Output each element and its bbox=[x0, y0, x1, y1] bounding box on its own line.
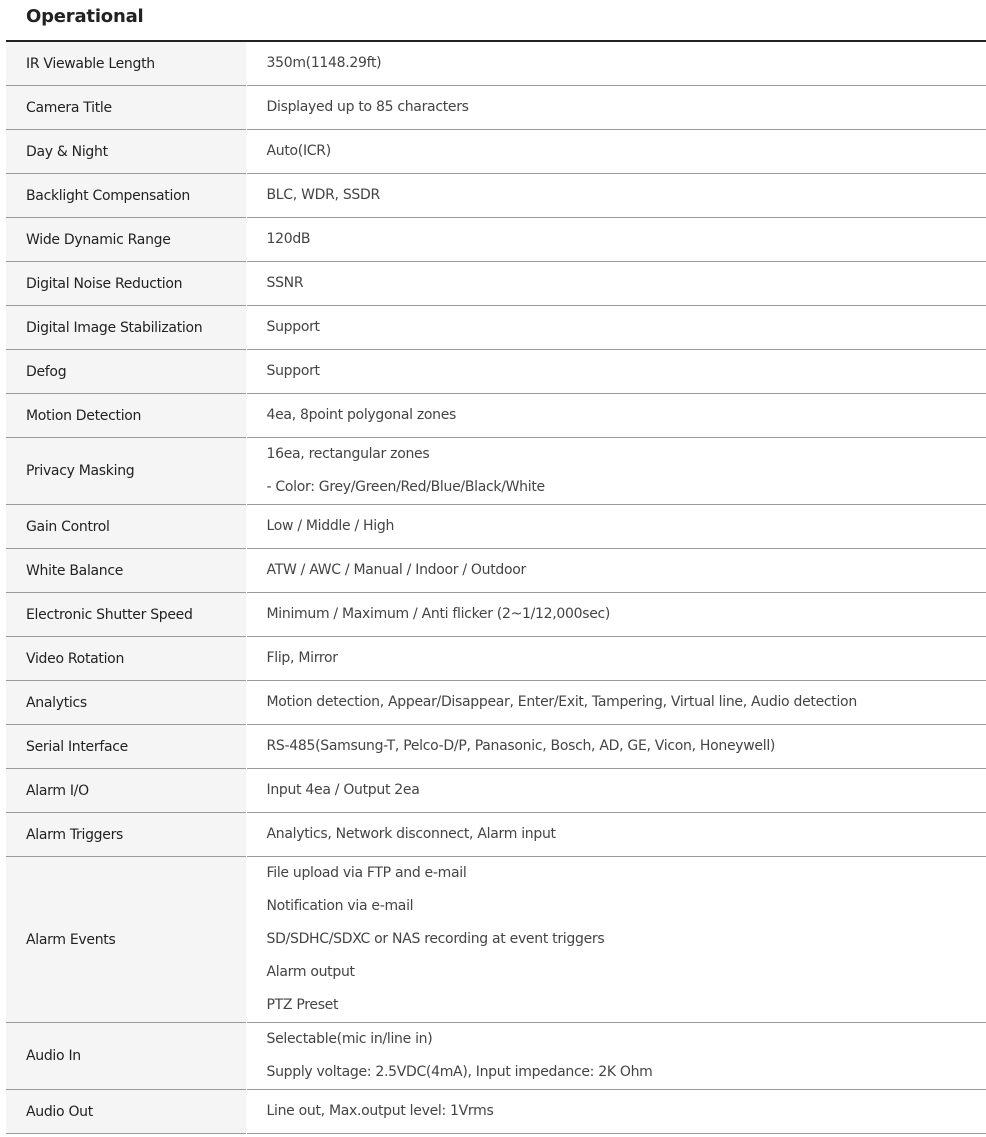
spec-label: Audio In bbox=[6, 1023, 246, 1090]
spec-label: Camera Title bbox=[6, 86, 246, 130]
spec-row-white-balance bbox=[6, 549, 986, 593]
section-title: Operational bbox=[26, 6, 144, 27]
spec-value-line: Input 4ea / Output 2ea bbox=[266, 782, 420, 798]
spec-value bbox=[246, 218, 986, 262]
spec-value bbox=[246, 725, 986, 769]
spec-value bbox=[246, 681, 986, 725]
spec-value-line: Selectable(mic in/line in) bbox=[266, 1031, 433, 1047]
spec-row-serial-interface bbox=[6, 725, 986, 769]
spec-value-line: Line out, Max.output level: 1Vrms bbox=[266, 1103, 494, 1119]
spec-value-line: File upload via FTP and e-mail bbox=[266, 865, 467, 881]
spec-value-line: ATW / AWC / Manual / Indoor / Outdoor bbox=[266, 562, 526, 578]
spec-row-wide-dynamic-range bbox=[6, 218, 986, 262]
spec-value-line: Low / Middle / High bbox=[266, 518, 395, 534]
spec-label: Motion Detection bbox=[6, 394, 246, 438]
spec-label: Audio Out bbox=[6, 1090, 246, 1134]
spec-value bbox=[246, 174, 986, 218]
spec-value bbox=[246, 438, 986, 505]
spec-row-defog bbox=[6, 350, 986, 394]
spec-value bbox=[246, 86, 986, 130]
spec-label: Gain Control bbox=[6, 505, 246, 549]
spec-row-electronic-shutter-speed bbox=[6, 593, 986, 637]
spec-label: IR Viewable Length bbox=[6, 41, 246, 86]
spec-value-line: Displayed up to 85 characters bbox=[266, 99, 469, 115]
spec-value bbox=[246, 350, 986, 394]
spec-value-line: Analytics, Network disconnect, Alarm input bbox=[266, 826, 556, 842]
spec-value bbox=[246, 549, 986, 593]
spec-value-line: Support bbox=[266, 363, 320, 379]
spec-label: Digital Image Stabilization bbox=[6, 306, 246, 350]
spec-value-line: SSNR bbox=[266, 275, 304, 291]
spec-row-day-night bbox=[6, 130, 986, 174]
spec-value-line: 350m(1148.29ft) bbox=[266, 55, 382, 71]
spec-label: White Balance bbox=[6, 549, 246, 593]
spec-value bbox=[246, 813, 986, 857]
spec-value-line: Supply voltage: 2.5VDC(4mA), Input impedance: 2K Ohm bbox=[266, 1064, 653, 1080]
spec-value bbox=[246, 130, 986, 174]
spec-value bbox=[246, 1090, 986, 1134]
spec-label: Defog bbox=[6, 350, 246, 394]
spec-row-digital-image-stabilization bbox=[6, 306, 986, 350]
spec-label: Serial Interface bbox=[6, 725, 246, 769]
spec-value-line: Motion detection, Appear/Disappear, Enter/Exit, Tampering, Virtual line, Audio detection bbox=[266, 694, 857, 710]
spec-row-camera-title bbox=[6, 86, 986, 130]
spec-value-line: PTZ Preset bbox=[266, 997, 339, 1013]
spec-row-gain-control bbox=[6, 505, 986, 549]
spec-row-motion-detection bbox=[6, 394, 986, 438]
spec-row-alarm-events bbox=[6, 857, 986, 1023]
spec-row-analytics bbox=[6, 681, 986, 725]
spec-label: Wide Dynamic Range bbox=[6, 218, 246, 262]
spec-value bbox=[246, 857, 986, 1023]
spec-value bbox=[246, 505, 986, 549]
spec-row-backlight-compensation bbox=[6, 174, 986, 218]
spec-value-line: SD/SDHC/SDXC or NAS recording at event triggers bbox=[266, 931, 605, 947]
spec-value-line: Minimum / Maximum / Anti flicker (2~1/12,000sec) bbox=[266, 606, 611, 622]
spec-value bbox=[246, 306, 986, 350]
spec-value bbox=[246, 262, 986, 306]
spec-row-audio-in bbox=[6, 1023, 986, 1090]
spec-row-privacy-masking bbox=[6, 438, 986, 505]
spec-value-line: 4ea, 8point polygonal zones bbox=[266, 407, 457, 423]
spec-value bbox=[246, 394, 986, 438]
spec-label: Alarm Triggers bbox=[6, 813, 246, 857]
spec-value bbox=[246, 769, 986, 813]
spec-table bbox=[6, 40, 986, 1134]
spec-value bbox=[246, 593, 986, 637]
spec-value-line: - Color: Grey/Green/Red/Blue/Black/White bbox=[266, 479, 545, 495]
spec-row-audio-out bbox=[6, 1090, 986, 1134]
spec-label: Privacy Masking bbox=[6, 438, 246, 505]
spec-value-line: Notification via e-mail bbox=[266, 898, 414, 914]
spec-label: Video Rotation bbox=[6, 637, 246, 681]
spec-row-digital-noise-reduction bbox=[6, 262, 986, 306]
spec-value-line: RS-485(Samsung-T, Pelco-D/P, Panasonic, Bosch, AD, GE, Vicon, Honeywell) bbox=[266, 738, 776, 754]
spec-value-line: Alarm output bbox=[266, 964, 355, 980]
spec-value bbox=[246, 637, 986, 681]
spec-value-line: Auto(ICR) bbox=[266, 143, 331, 159]
spec-row-alarm-triggers bbox=[6, 813, 986, 857]
spec-label: Electronic Shutter Speed bbox=[6, 593, 246, 637]
spec-value bbox=[246, 1023, 986, 1090]
spec-label: Alarm Events bbox=[6, 857, 246, 1023]
spec-value-line: BLC, WDR, SSDR bbox=[266, 187, 380, 203]
spec-row-video-rotation bbox=[6, 637, 986, 681]
spec-row-alarm-io bbox=[6, 769, 986, 813]
spec-value-line: 120dB bbox=[266, 231, 311, 247]
spec-value bbox=[246, 41, 986, 86]
spec-value-line: Support bbox=[266, 319, 320, 335]
spec-label: Analytics bbox=[6, 681, 246, 725]
spec-value-line: 16ea, rectangular zones bbox=[266, 446, 430, 462]
spec-label: Alarm I/O bbox=[6, 769, 246, 813]
spec-label: Backlight Compensation bbox=[6, 174, 246, 218]
spec-label: Digital Noise Reduction bbox=[6, 262, 246, 306]
spec-value-line: Flip, Mirror bbox=[266, 650, 338, 666]
spec-row-ir-viewable-length bbox=[6, 41, 986, 86]
spec-label: Day & Night bbox=[6, 130, 246, 174]
